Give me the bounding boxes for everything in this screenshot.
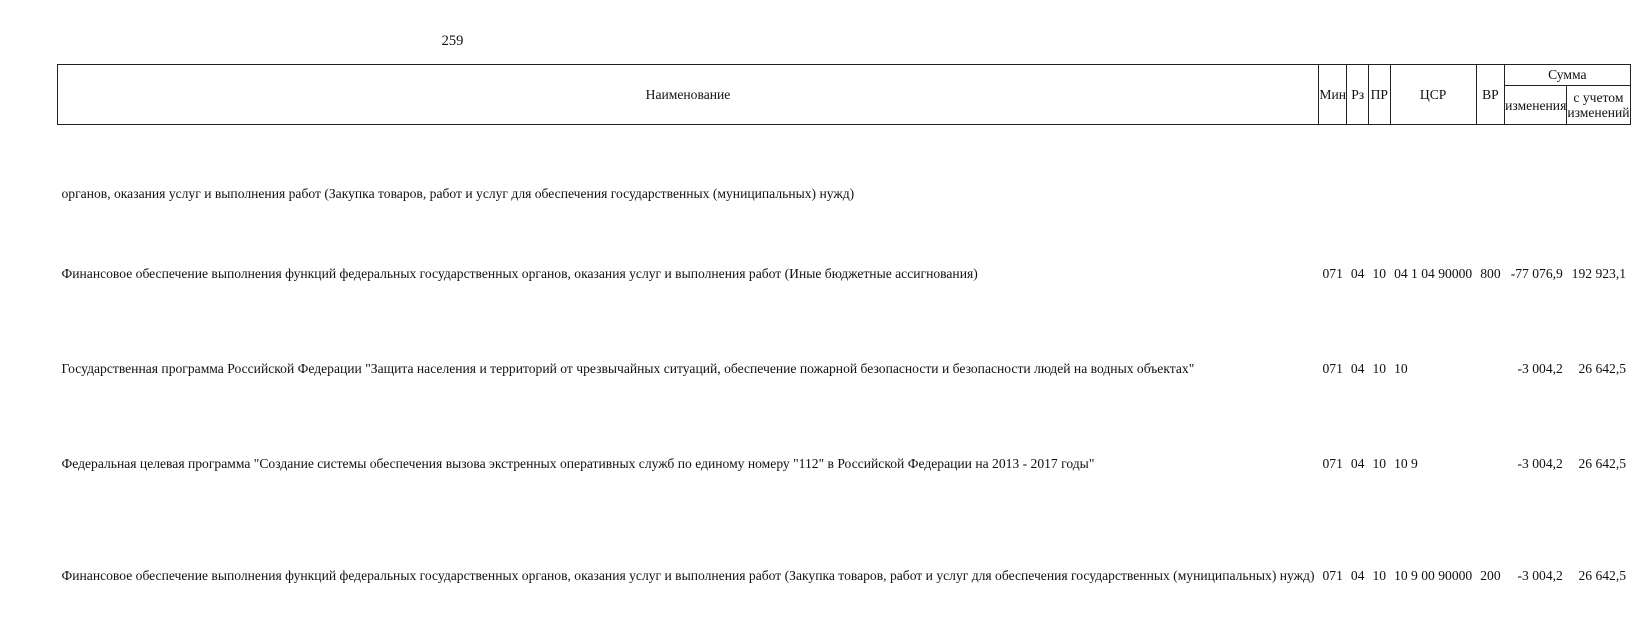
row-csr: 10 9 [1394, 456, 1418, 471]
row-pr [1368, 125, 1390, 203]
row-name: Государственная программа Российской Федерации "Защита населения и территорий от чрезвычайных ситуаций, обеспечение пожарной безопасности и безопасности людей на водных объектах" [61, 361, 1195, 376]
header-pr: ПР [1368, 65, 1390, 125]
header-name: Наименование [58, 65, 1319, 125]
row-total: 26 642,5 [1578, 456, 1627, 471]
table-row [58, 202, 1631, 282]
row-pr: 10 [1372, 361, 1387, 376]
header-total: с учетом изменений [1567, 86, 1630, 125]
row-total [1567, 125, 1630, 203]
row-rz: 04 [1350, 266, 1365, 281]
row-rz [1347, 125, 1369, 203]
row-rz: 04 [1350, 568, 1365, 583]
header-min: Мин [1318, 65, 1346, 125]
row-vr: 800 [1480, 266, 1501, 281]
row-total: 192 923,1 [1571, 266, 1627, 281]
header-sum: Сумма [1505, 65, 1630, 86]
row-name: Финансовое обеспечение выполнения функций федеральных государственных органов, оказания услуг и выполнения работ (Иные бюджетные ассигнования) [61, 266, 978, 281]
row-vr [1476, 125, 1504, 203]
row-min: 071 [1322, 361, 1343, 376]
row-total: 26 642,5 [1578, 361, 1627, 376]
row-csr: 04 1 04 90000 [1394, 266, 1473, 281]
row-name: Финансовое обеспечение выполнения функций федеральных государственных органов, оказания услуг и выполнения работ (Закупка товаров, работ и услуг для обеспечения государственных (муниципальных) нужд) [61, 568, 1315, 583]
row-change: -3 004,2 [1517, 361, 1563, 376]
row-vr: 200 [1480, 568, 1501, 583]
row-change: -3 004,2 [1517, 568, 1563, 583]
row-change: -77 076,9 [1510, 266, 1563, 281]
row-name: органов, оказания услуг и выполнения работ (Закупка товаров, работ и услуг для обеспечения государственных (муниципальных) нужд) [61, 186, 855, 201]
table-row [58, 282, 1631, 377]
row-vr [1476, 282, 1504, 377]
budget-table [57, 64, 1631, 584]
row-total: 26 642,5 [1578, 568, 1627, 583]
row-min: 071 [1322, 456, 1343, 471]
page-number: 259 [441, 33, 464, 49]
row-change [1505, 125, 1567, 203]
header-change: изменения [1505, 86, 1567, 125]
row-rz: 04 [1350, 456, 1365, 471]
table-header [58, 65, 1631, 125]
row-change: -3 004,2 [1517, 456, 1563, 471]
row-min: 071 [1322, 568, 1343, 583]
row-name: Федеральная целевая программа "Создание системы обеспечения вызова экстренных оперативных служб по единому номеру "112" в Российской Федерации на 2013 - 2017 годы" [61, 456, 1095, 471]
table-row [58, 377, 1631, 472]
row-csr [1390, 125, 1476, 203]
row-min: 071 [1322, 266, 1343, 281]
row-csr: 10 9 00 90000 [1394, 568, 1473, 583]
header-rz: Рз [1347, 65, 1369, 125]
row-pr: 10 [1372, 568, 1387, 583]
header-vr: ВР [1476, 65, 1504, 125]
row-vr [1476, 377, 1504, 472]
row-min [1318, 125, 1346, 203]
row-pr: 10 [1372, 456, 1387, 471]
header-csr: ЦСР [1390, 65, 1476, 125]
row-pr: 10 [1372, 266, 1387, 281]
row-rz: 04 [1350, 361, 1365, 376]
row-csr: 10 [1394, 361, 1408, 376]
table-row [58, 472, 1631, 584]
table-row [58, 125, 1631, 203]
